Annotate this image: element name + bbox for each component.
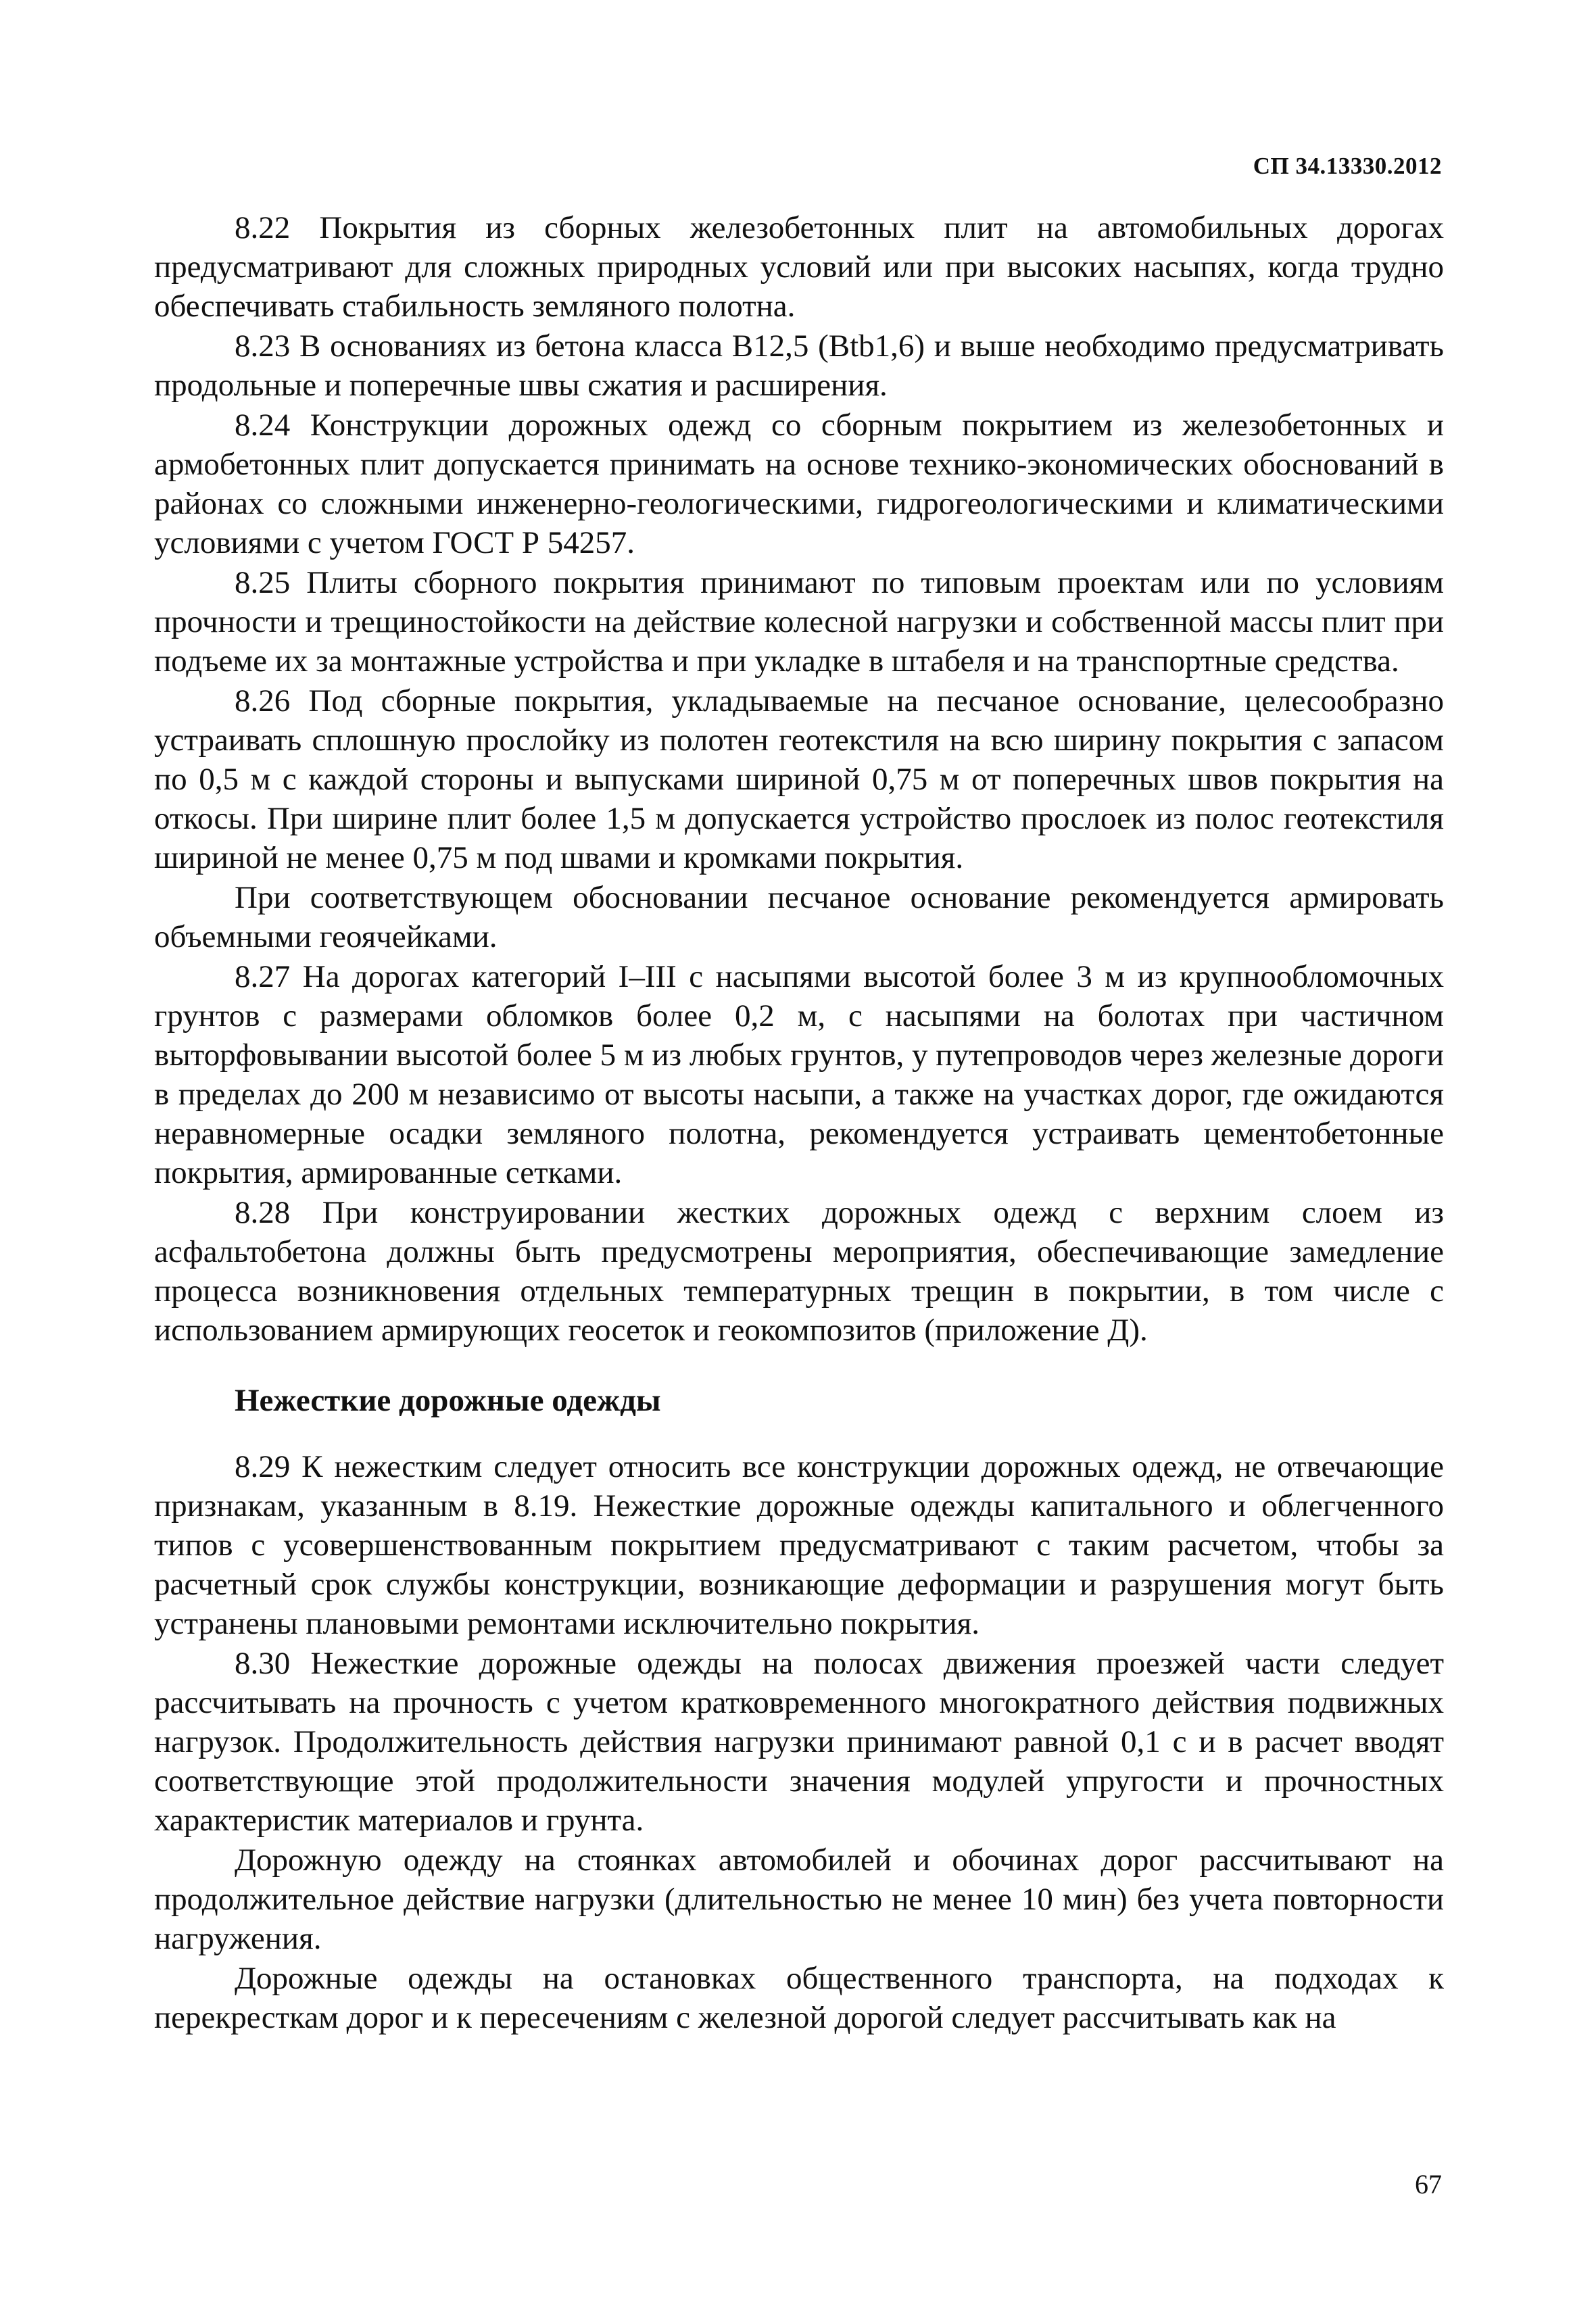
- paragraph-8-28: 8.28 При конструировании жестких дорожных одежд с верхним слоем из асфальтобетона должны быть предусмотрены мероприятия, обеспечивающие замедление процесса возникновения отдельных температурных трещин в покрытии, в том числе с использованием армирующих геосеток и геокомпозитов (приложение Д).: [154, 1195, 1444, 1348]
- page-number: 67: [1415, 2169, 1442, 2199]
- document-code-header: СП 34.13330.2012: [1253, 153, 1442, 179]
- paragraph-8-25: 8.25 Плиты сборного покрытия принимают по типовым проектам или по условиям прочности и трещиностойкости на действие колесной нагрузки и собственной массы плит при подъеме их за монтажные устройства и при укладке в штабеля и на транспортные средства.: [154, 565, 1444, 679]
- paragraph-8-30: 8.30 Нежесткие дорожные одежды на полосах движения проезжей части следует рассчитывать на прочность с учетом кратковременного многократного действия подвижных нагрузок. Продолжительность действия нагрузки принимают равной 0,1 с и в расчет вводят соответствующие этой продолжительности значения модулей упругости и прочностных характеристик материалов и грунта.: [154, 1646, 1444, 1838]
- paragraph-8-30-stops: Дорожные одежды на остановках общественного транспорта, на подходах к перекресткам дорог и к пересечениям с железной дорогой следует рассчитывать как на: [154, 1961, 1444, 2035]
- paragraph-8-29: 8.29 К нежестким следует относить все конструкции дорожных одежд, не отвечающие признакам, указанным в 8.19. Нежесткие дорожные одежды капитального и облегченного типов с усовершенствованным покрытием предусматривают с таким расчетом, чтобы за расчетный срок службы конструкции, возникающие деформации и разрушения могут быть устранены плановыми ремонтами исключительно покрытия.: [154, 1449, 1444, 1641]
- paragraph-8-26-continuation: При соответствующем обосновании песчаное основание рекомендуется армировать объемными геоячейками.: [154, 880, 1444, 954]
- section-heading-nonrigid-pavements: Нежесткие дорожные одежды: [235, 1383, 661, 1418]
- paragraph-8-24: 8.24 Конструкции дорожных одежд со сборным покрытием из железобетонных и армобетонных плит допускается принимать на основе технико-экономических обоснований в районах со сложными инженерно-геологическими, гидрогеологическими и климатическими условиями с учетом ГОСТ Р 54257.: [154, 408, 1444, 560]
- paragraph-8-23: 8.23 В основаниях из бетона класса В12,5 (Вtb1,6) и выше необходимо предусматривать продольные и поперечные швы сжатия и расширения.: [154, 328, 1444, 403]
- paragraph-8-27: 8.27 На дорогах категорий I–III с насыпями высотой более 3 м из крупнообломочных грунтов с размерами обломков более 0,2 м, с насыпями на болотах при частичном выторфовывании высотой более 5 м из любых грунтов, у путепроводов через железные дороги в пределах до 200 м независимо от высоты насыпи, а также на участках дорог, где ожидаются неравномерные осадки земляного полотна, рекомендуется устраивать цементобетонные покрытия, армированные сетками.: [154, 959, 1444, 1190]
- paragraph-8-30-parking: Дорожную одежду на стоянках автомобилей и обочинах дорог рассчитывают на продолжительное действие нагрузки (длительностью не менее 10 мин) без учета повторности нагружения.: [154, 1843, 1444, 1956]
- paragraph-8-26: 8.26 Под сборные покрытия, укладываемые на песчаное основание, целесообразно устраивать сплошную прослойку из полотен геотекстиля на всю ширину покрытия с запасом по 0,5 м с каждой стороны и выпусками шириной 0,75 м от поперечных швов покрытия на откосы. При ширине плит более 1,5 м допускается устройство прослоек из полос геотекстиля шириной не менее 0,75 м под швами и кромками покрытия.: [154, 683, 1444, 875]
- document-body: [154, 208, 1444, 2037]
- paragraph-8-22: 8.22 Покрытия из сборных железобетонных плит на автомобильных дорогах предусматривают для сложных природных условий или при высоких насыпях, когда трудно обеспечивать стабильность земляного полотна.: [154, 210, 1444, 324]
